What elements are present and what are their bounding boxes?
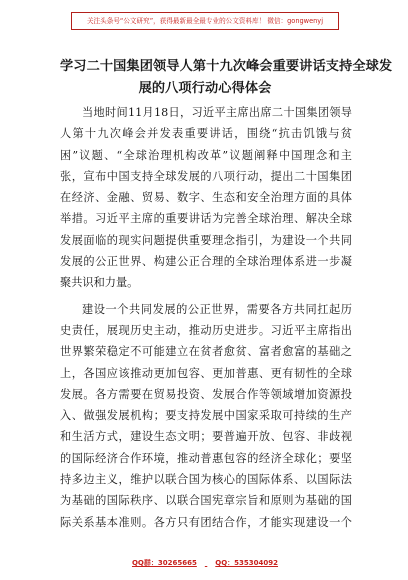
paragraph-1	[60, 102, 352, 294]
paragraph-line: 聚共识和力量。	[60, 276, 139, 290]
paragraph-2	[60, 299, 352, 533]
document-body	[60, 102, 352, 533]
paragraph-line: 持多边主义，维护以联合国为核心的国际体系、以国际法	[60, 473, 352, 487]
paragraph-line: 建设一个共同发展的公正世界，需要各方共同扛起历	[82, 302, 352, 316]
paragraph-line: 张，宣布中国支持全球发展的八项行动，提出二十国集团	[60, 169, 352, 183]
qq-contact-link[interactable]: QQ：535304092	[215, 559, 279, 567]
paragraph-line: 和生活方式，建设生态文明；要普遍开放、包容、非歧视	[60, 430, 352, 444]
paragraph-line: 困”议题、“全球治理机构改革”议题阐释中国理念和主	[60, 148, 352, 162]
document-title	[60, 56, 393, 100]
paragraph-line: 上，各国应该推动更加包容、更加普惠、更有韧性的全球	[60, 366, 352, 380]
paragraph-line: 世界繁荣稳定不可能建立在贫者愈贫、富者愈富的基础之	[60, 345, 352, 359]
paragraph-line: 史责任，展现历史主动，推动历史进步。习近平主席指出	[60, 323, 352, 337]
paragraph-line: 为基础的国际秩序、以联合国宪章宗旨和原则为基础的国	[60, 494, 352, 508]
paragraph-line: 人第十九次峰会并发表重要讲话，围绕“抗击饥饿与贫	[60, 127, 352, 141]
promo-banner: 关注头条号“公文研究”，获得最新最全最专业的公文资料库！ 微信：gongwenyj	[71, 12, 339, 30]
paragraph-line: 当地时间11月18日，习近平主席出席二十国集团领导	[82, 106, 352, 119]
paragraph-line: 发展。各方需要在贸易投资、发展合作等领域增加资源投	[60, 387, 352, 401]
paragraph-line: 入、做强发展机构；要支持发展中国家采取可持续的生产	[60, 409, 352, 423]
paragraph-line: 发展面临的现实问题提供重要理念指引，为建设一个共同	[60, 233, 352, 247]
paragraph-line: 在经济、金融、贸易、数字、生态和安全治理方面的具体	[60, 191, 352, 205]
paragraph-line: 的国际经济合作环境，推动普惠包容的经济全球化；要坚	[60, 451, 352, 465]
qq-group-link[interactable]: QQ群：30265665	[131, 559, 197, 567]
paragraph-line: 际关系基本准则。各方只有团结合作，才能实现建设一个	[60, 515, 352, 529]
page-footer	[120, 558, 290, 568]
title-line: 展的八项行动心得体会	[138, 81, 272, 96]
paragraph-line: 发展的公正世界、构建公正合理的全球治理体系进一步凝	[60, 255, 352, 269]
title-line: 学习二十国集团领导人第十九次峰会重要讲话支持全球发	[60, 59, 393, 74]
paragraph-line: 举措。习近平主席的重要讲话为完善全球治理、解决全球	[60, 212, 352, 226]
